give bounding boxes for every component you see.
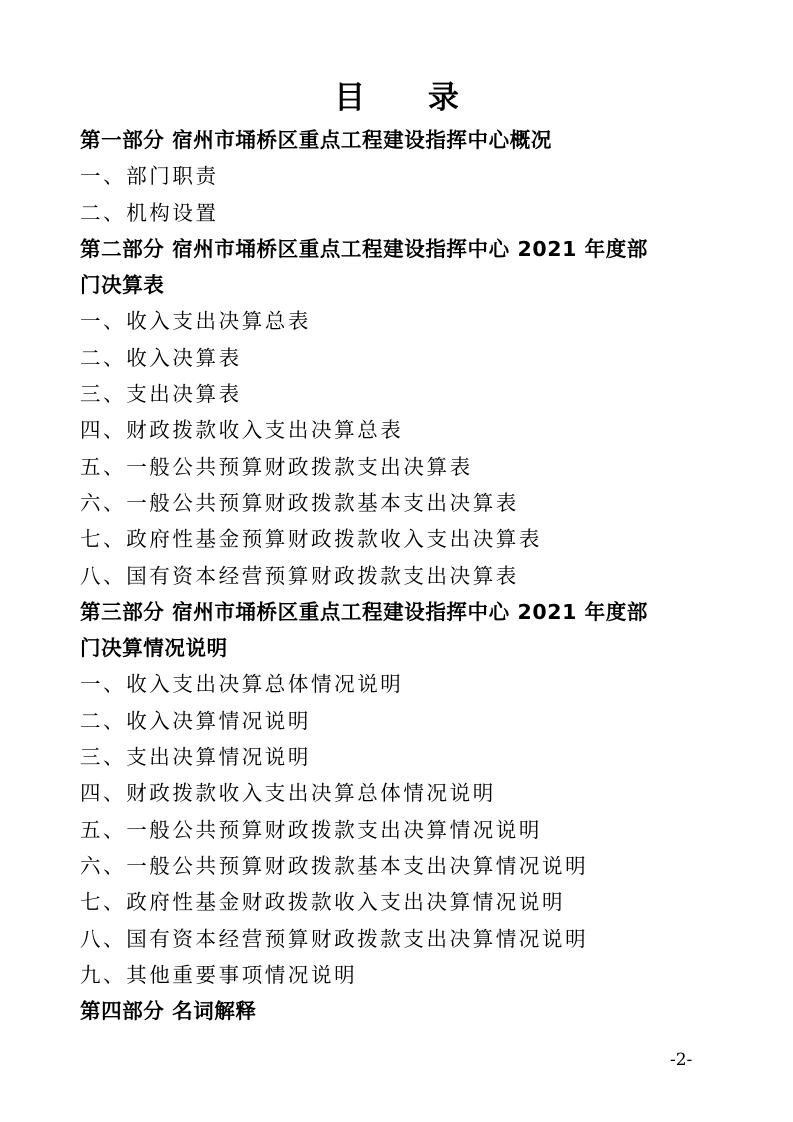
toc-part-4: 第四部分 名词解释 <box>80 999 257 1024</box>
toc-part-1: 第一部分 宿州市埇桥区重点工程建设指挥中心概况 <box>80 128 552 152</box>
toc-item-state-capital-table: 八、国有资本经营预算财政拨款支出决算表 <box>80 563 519 588</box>
toc-item-general-budget-expense-table: 五、一般公共预算财政拨款支出决算表 <box>80 454 473 479</box>
toc-item-government-fund-explanation: 七、政府性基金财政拨款收入支出决算情况说明 <box>80 890 566 915</box>
toc-item-state-capital-explanation: 八、国有资本经营预算财政拨款支出决算情况说明 <box>80 926 589 951</box>
toc-item-income-table: 二、收入决算表 <box>80 345 242 370</box>
toc-item-other-important-matters: 九、其他重要事项情况说明 <box>80 962 358 987</box>
toc-item-department-duties: 一、部门职责 <box>80 164 219 189</box>
toc-part-3-line-2: 门决算情况说明 <box>80 636 228 661</box>
toc-item-fiscal-appropriation-summary-table: 四、财政拨款收入支出决算总表 <box>80 418 404 443</box>
toc-item-general-budget-basic-expense-explanation: 六、一般公共预算财政拨款基本支出决算情况说明 <box>80 853 589 878</box>
toc-part-3-line-1: 第三部分 宿州市埇桥区重点工程建设指挥中心 2021 年度部 <box>80 599 648 624</box>
toc-item-general-budget-basic-expense-table: 六、一般公共预算财政拨款基本支出决算表 <box>80 490 519 515</box>
page-title: 目 录 <box>334 80 485 116</box>
page-number: -2- <box>670 1050 693 1070</box>
toc-item-general-budget-expense-explanation: 五、一般公共预算财政拨款支出决算情况说明 <box>80 817 542 842</box>
toc-item-government-fund-table: 七、政府性基金预算财政拨款收入支出决算表 <box>80 527 542 552</box>
table-of-contents <box>80 122 720 1029</box>
toc-item-income-expense-summary-table: 一、收入支出决算总表 <box>80 309 311 334</box>
toc-item-organization-setup: 二、机构设置 <box>80 200 219 225</box>
toc-part-2-line-2: 门决算表 <box>80 273 165 298</box>
toc-item-expense-table: 三、支出决算表 <box>80 382 242 407</box>
toc-item-fiscal-appropriation-explanation: 四、财政拨款收入支出决算总体情况说明 <box>80 781 496 806</box>
toc-part-2-line-1: 第二部分 宿州市埇桥区重点工程建设指挥中心 2021 年度部 <box>80 236 648 261</box>
toc-item-income-expense-overall-explanation: 一、收入支出决算总体情况说明 <box>80 672 404 697</box>
toc-item-income-explanation: 二、收入决算情况说明 <box>80 708 311 733</box>
toc-item-expense-explanation: 三、支出决算情况说明 <box>80 745 311 770</box>
